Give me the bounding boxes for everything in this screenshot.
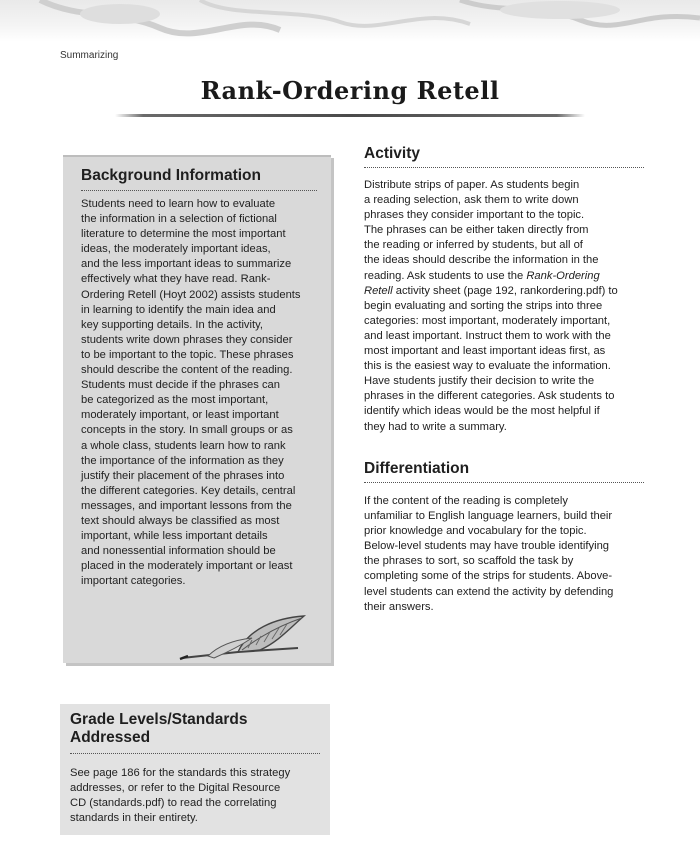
text-line: CD (standards.pdf) to read the correlating	[70, 797, 277, 810]
background-information-box	[63, 155, 331, 663]
text-line: Students must decide if the phrases can	[81, 379, 281, 392]
differentiation-heading: Differentiation	[364, 460, 470, 477]
text-line: and least important. Instruct them to work with the	[364, 329, 611, 342]
section-label: Summarizing	[60, 50, 119, 61]
background-heading-block	[81, 167, 317, 191]
text-line: completing some of the strips for students. Above-	[364, 570, 613, 583]
text-line: justify their placement of the phrases into	[81, 469, 285, 482]
text-run: reading. Ask students to use the	[364, 269, 527, 282]
text-line: and the less important ideas to summarize	[81, 258, 292, 271]
text-line: to be important to the topic. These phrases	[81, 348, 294, 361]
background-heading: Background Information	[81, 167, 261, 184]
text-line: the ideas should describe the information in the	[364, 254, 599, 267]
text-line: their answers.	[364, 600, 434, 613]
activity-sheet-title: Retell	[364, 284, 393, 297]
text-line: See page 186 for the standards this strategy	[70, 767, 291, 779]
text-line: key supporting details. In the activity,	[81, 318, 263, 331]
differentiation-section	[364, 460, 644, 615]
text-line: they had to write a summary.	[364, 420, 507, 433]
text-line: phrases they consider important to the topic.	[364, 209, 585, 222]
text-line: concepts in the story. In small groups or as	[81, 424, 293, 437]
text-line: addresses, or refer to the Digital Resource	[70, 782, 281, 795]
text-line: effectively what they have read. Rank-	[81, 273, 271, 286]
background-body	[81, 197, 317, 589]
activity-sheet-title: Rank-Ordering	[526, 269, 600, 282]
text-line	[364, 269, 644, 284]
text-line: phrases in the different categories. Ask students to	[364, 390, 615, 403]
activity-heading: Activity	[364, 145, 420, 162]
text-line	[364, 284, 644, 299]
text-line: a whole class, students learn how to rank	[81, 439, 286, 452]
text-line: this is the easiest way to evaluate the information.	[364, 360, 611, 373]
text-line: the reading or inferred by students, but all of	[364, 239, 583, 252]
text-line: If the content of the reading is completely	[364, 495, 568, 507]
text-line: The phrases can be either taken directly from	[364, 224, 589, 237]
text-line: Ordering Retell (Hoyt 2002) assists students	[81, 288, 301, 301]
text-line: moderately important, or least important	[81, 409, 279, 422]
text-line: students write down phrases they consider	[81, 333, 293, 346]
grade-heading-line: Addressed	[70, 729, 151, 746]
text-line: Students need to learn how to evaluate	[81, 198, 276, 210]
activity-section	[364, 145, 644, 435]
text-line: Below-level students may have trouble identifying	[364, 540, 610, 553]
text-line: the different categories. Key details, central	[81, 484, 296, 497]
text-line: the importance of the information as they	[81, 454, 284, 467]
text-line: prior knowledge and vocabulary for the topic.	[364, 525, 587, 538]
text-line: messages, and important lessons from the	[81, 499, 292, 512]
header-banner-art	[0, 0, 700, 42]
banner-illustration	[0, 0, 700, 42]
text-line: text should always be classified as most	[81, 514, 280, 527]
heading-divider	[364, 482, 644, 483]
text-line: should describe the content of the reading.	[81, 364, 293, 377]
text-line: the information in a selection of fictional	[81, 213, 277, 226]
text-line: level students can extend the activity by defending	[364, 585, 614, 598]
grade-levels-box	[60, 704, 330, 835]
grade-body	[70, 766, 320, 826]
grade-heading-line: Grade Levels/Standards	[70, 711, 248, 728]
grade-heading-block	[70, 711, 320, 754]
text-run: activity sheet (page 192, rankordering.pdf) to	[392, 284, 618, 297]
text-line: standards in their entirety.	[70, 812, 198, 825]
text-line: begin evaluating and sorting the strips into three	[364, 299, 603, 312]
heading-divider	[70, 753, 320, 754]
text-line: ideas, the moderately important ideas,	[81, 243, 271, 256]
text-line: most important and least important ideas first, as	[364, 345, 606, 358]
text-line: a reading selection, ask them to write down	[364, 194, 579, 207]
page-title: Rank-Ordering Retell	[200, 76, 500, 105]
text-line: Distribute strips of paper. As students begin	[364, 179, 580, 191]
heading-divider	[364, 167, 644, 168]
text-line: in learning to identify the main idea and	[81, 303, 276, 316]
text-line: important categories.	[81, 575, 186, 588]
text-line: categories: most important, moderately important,	[364, 314, 611, 327]
text-line: be categorized as the most important,	[81, 394, 269, 407]
quill-icon	[178, 612, 308, 664]
text-line: and nonessential information should be	[81, 545, 276, 558]
text-line: unfamiliar to English language learners, build their	[364, 510, 613, 523]
heading-divider	[81, 190, 317, 191]
text-line: the phrases to sort, so scaffold the task by	[364, 555, 574, 568]
title-underline	[115, 114, 585, 117]
text-line: literature to determine the most important	[81, 228, 286, 241]
text-line: Have students justify their decision to write the	[364, 375, 595, 388]
text-line: identify which ideas would be the most helpful if	[364, 405, 600, 418]
text-line: placed in the moderately important or least	[81, 560, 293, 573]
text-line: important, while less important details	[81, 530, 268, 543]
